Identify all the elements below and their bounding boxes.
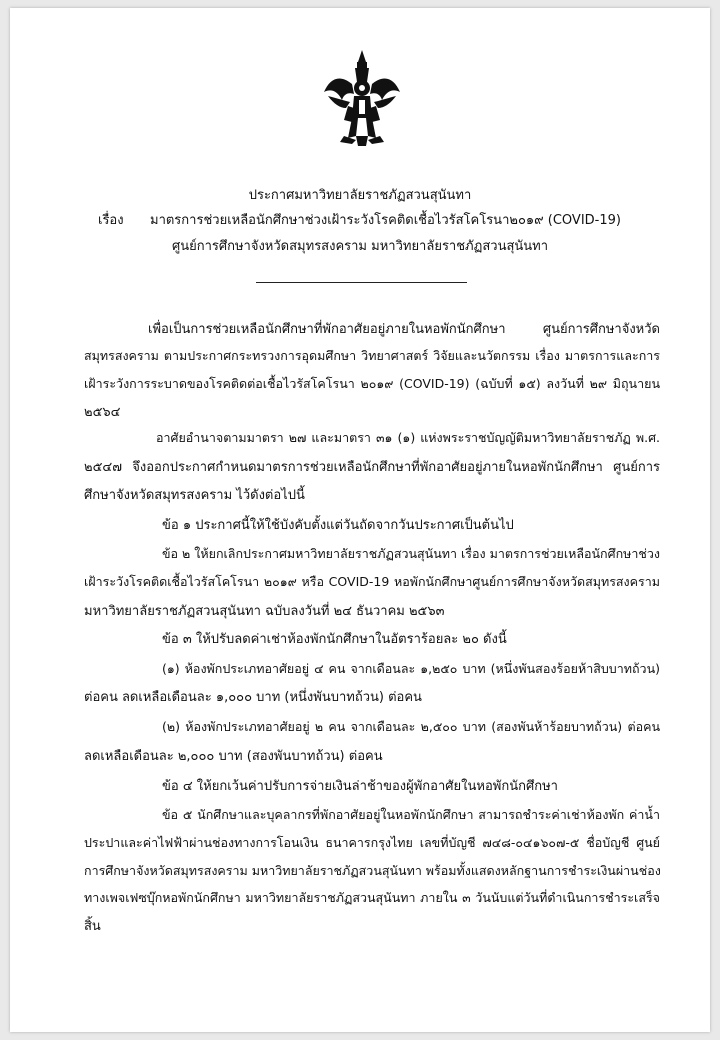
body-line: ลดเหลือเดือนละ ๒,๐๐๐ บาท (สองพันบาทถ้วน) ต่อคน [84, 749, 383, 764]
body-line: มหาวิทยาลัยราชภัฏสวนสุนันทา ฉบับลงวันที่ ๒๔ ธันวาคม ๒๕๖๓ [84, 604, 445, 619]
body-line: ประปาและค่าไฟฟ้าผ่านช่องทางการโอนเงิน ธนาคารกรุงไทย เลขที่บัญชี ๗๔๘-๐๔๑๖๐๗-๕ ชื่อบัญชี ศูนย์ [84, 835, 660, 850]
body-line: สมุทรสงคราม ตามประกาศกระทรวงการอุดมศึกษา วิทยาศาสตร์ วิจัยและนวัตกรรม เรื่อง มาตรการและการ [84, 348, 660, 363]
body-line: อาศัยอำนาจตามมาตรา ๒๗ และมาตรา ๓๑ (๑) แห่งพระราชบัญญัติมหาวิทยาลัยราชภัฏ พ.ศ. [156, 430, 660, 445]
body-line: เฝ้าระวังการระบาดของโรคติดต่อเชื้อไวรัสโคโรนา ๒๐๑๙ (COVID-19) (ฉบับที่ ๑๕) ลงวันที่ ๒๙ มิถุนายน [84, 376, 660, 391]
body-line: ทางเพจเฟซบุ๊กหอพักนักศึกษา มหาวิทยาลัยราชภัฏสวนสุนันทา ภายใน ๓ วันนับแต่วันที่ดำเนินการชำระเสร็จ [84, 890, 660, 905]
body-line: เฝ้าระวังโรคติดเชื้อไวรัสโคโรนา ๒๐๑๙ หรือ COVID-19 หอพักนักศึกษาศูนย์การศึกษาจังหวัดสมุทรสงคราม [84, 574, 660, 589]
announcement-title: ประกาศมหาวิทยาลัยราชภัฏสวนสุนันทา [248, 188, 472, 203]
body-line: ต่อคน ลดเหลือเดือนละ ๑,๐๐๐ บาท (หนึ่งพันบาทถ้วน) ต่อคน [84, 690, 422, 705]
clause-3-1: (๑) ห้องพักประเภทอาศัยอยู่ ๔ คน จากเดือนละ ๑,๒๕๐ บาท (หนึ่งพันสองร้อยห้าสิบบาทถ้วน) [162, 661, 660, 676]
clause-3-2: (๒) ห้องพักประเภทอาศัยอยู่ ๒ คน จากเดือนละ ๒,๕๐๐ บาท (สองพันห้าร้อยบาทถ้วน) ต่อคน [162, 719, 660, 734]
clause-1: ข้อ ๑ ประกาศนี้ให้ใช้บังคับตั้งแต่วันถัดจากวันประกาศเป็นต้นไป [162, 518, 514, 533]
body-line: ศึกษาจังหวัดสมุทรสงคราม ไว้ดังต่อไปนี้ [84, 488, 305, 503]
clause-4: ข้อ ๔ ให้ยกเว้นค่าปรับการจ่ายเงินล่าช้าของผู้พักอาศัยในหอพักนักศึกษา [162, 779, 558, 794]
subject-text: มาตรการช่วยเหลือนักศึกษาช่วงเฝ้าระวังโรคติดเชื้อไวรัสโคโรนา๒๐๑๙ (COVID-19) [150, 213, 621, 228]
clause-2: ข้อ ๒ ให้ยกเลิกประกาศมหาวิทยาลัยราชภัฏสวนสุนันทา เรื่อง มาตรการช่วยเหลือนักศึกษาช่วง [162, 546, 660, 561]
garuda-emblem-icon [322, 48, 402, 148]
body-line: การศึกษาจังหวัดสมุทรสงคราม มหาวิทยาลัยราชภัฏสวนสุนันทา พร้อมทั้งแสดงหลักฐานการชำระเงินผ่านช่อง [84, 863, 661, 878]
clause-3: ข้อ ๓ ให้ปรับลดค่าเช่าห้องพักนักศึกษาในอัตราร้อยละ ๒๐ ดังนี้ [162, 632, 507, 647]
divider [256, 282, 467, 283]
clause-5: ข้อ ๕ นักศึกษาและบุคลากรที่พักอาศัยอยู่ในหอพักนักศึกษา สามารถชำระค่าเช่าห้องพัก ค่าน้ำ [162, 807, 660, 822]
center-name: ศูนย์การศึกษาจังหวัดสมุทรสงคราม มหาวิทยาลัยราชภัฏสวนสุนันทา [171, 239, 549, 254]
body-line: เพื่อเป็นการช่วยเหลือนักศึกษาที่พักอาศัยอยู่ภายในหอพักนักศึกษา ศูนย์การศึกษาจังหวัด [148, 322, 660, 337]
body-line: ๒๕๖๔ [84, 405, 121, 420]
subject-label: เรื่อง [98, 213, 124, 228]
body-line: ๒๕๔๗ จึงออกประกาศกำหนดมาตรการช่วยเหลือนักศึกษาที่พักอาศัยอยู่ภายในหอพักนักศึกษา ศูนย์การ [84, 460, 660, 475]
body-line: สิ้น [84, 919, 101, 934]
